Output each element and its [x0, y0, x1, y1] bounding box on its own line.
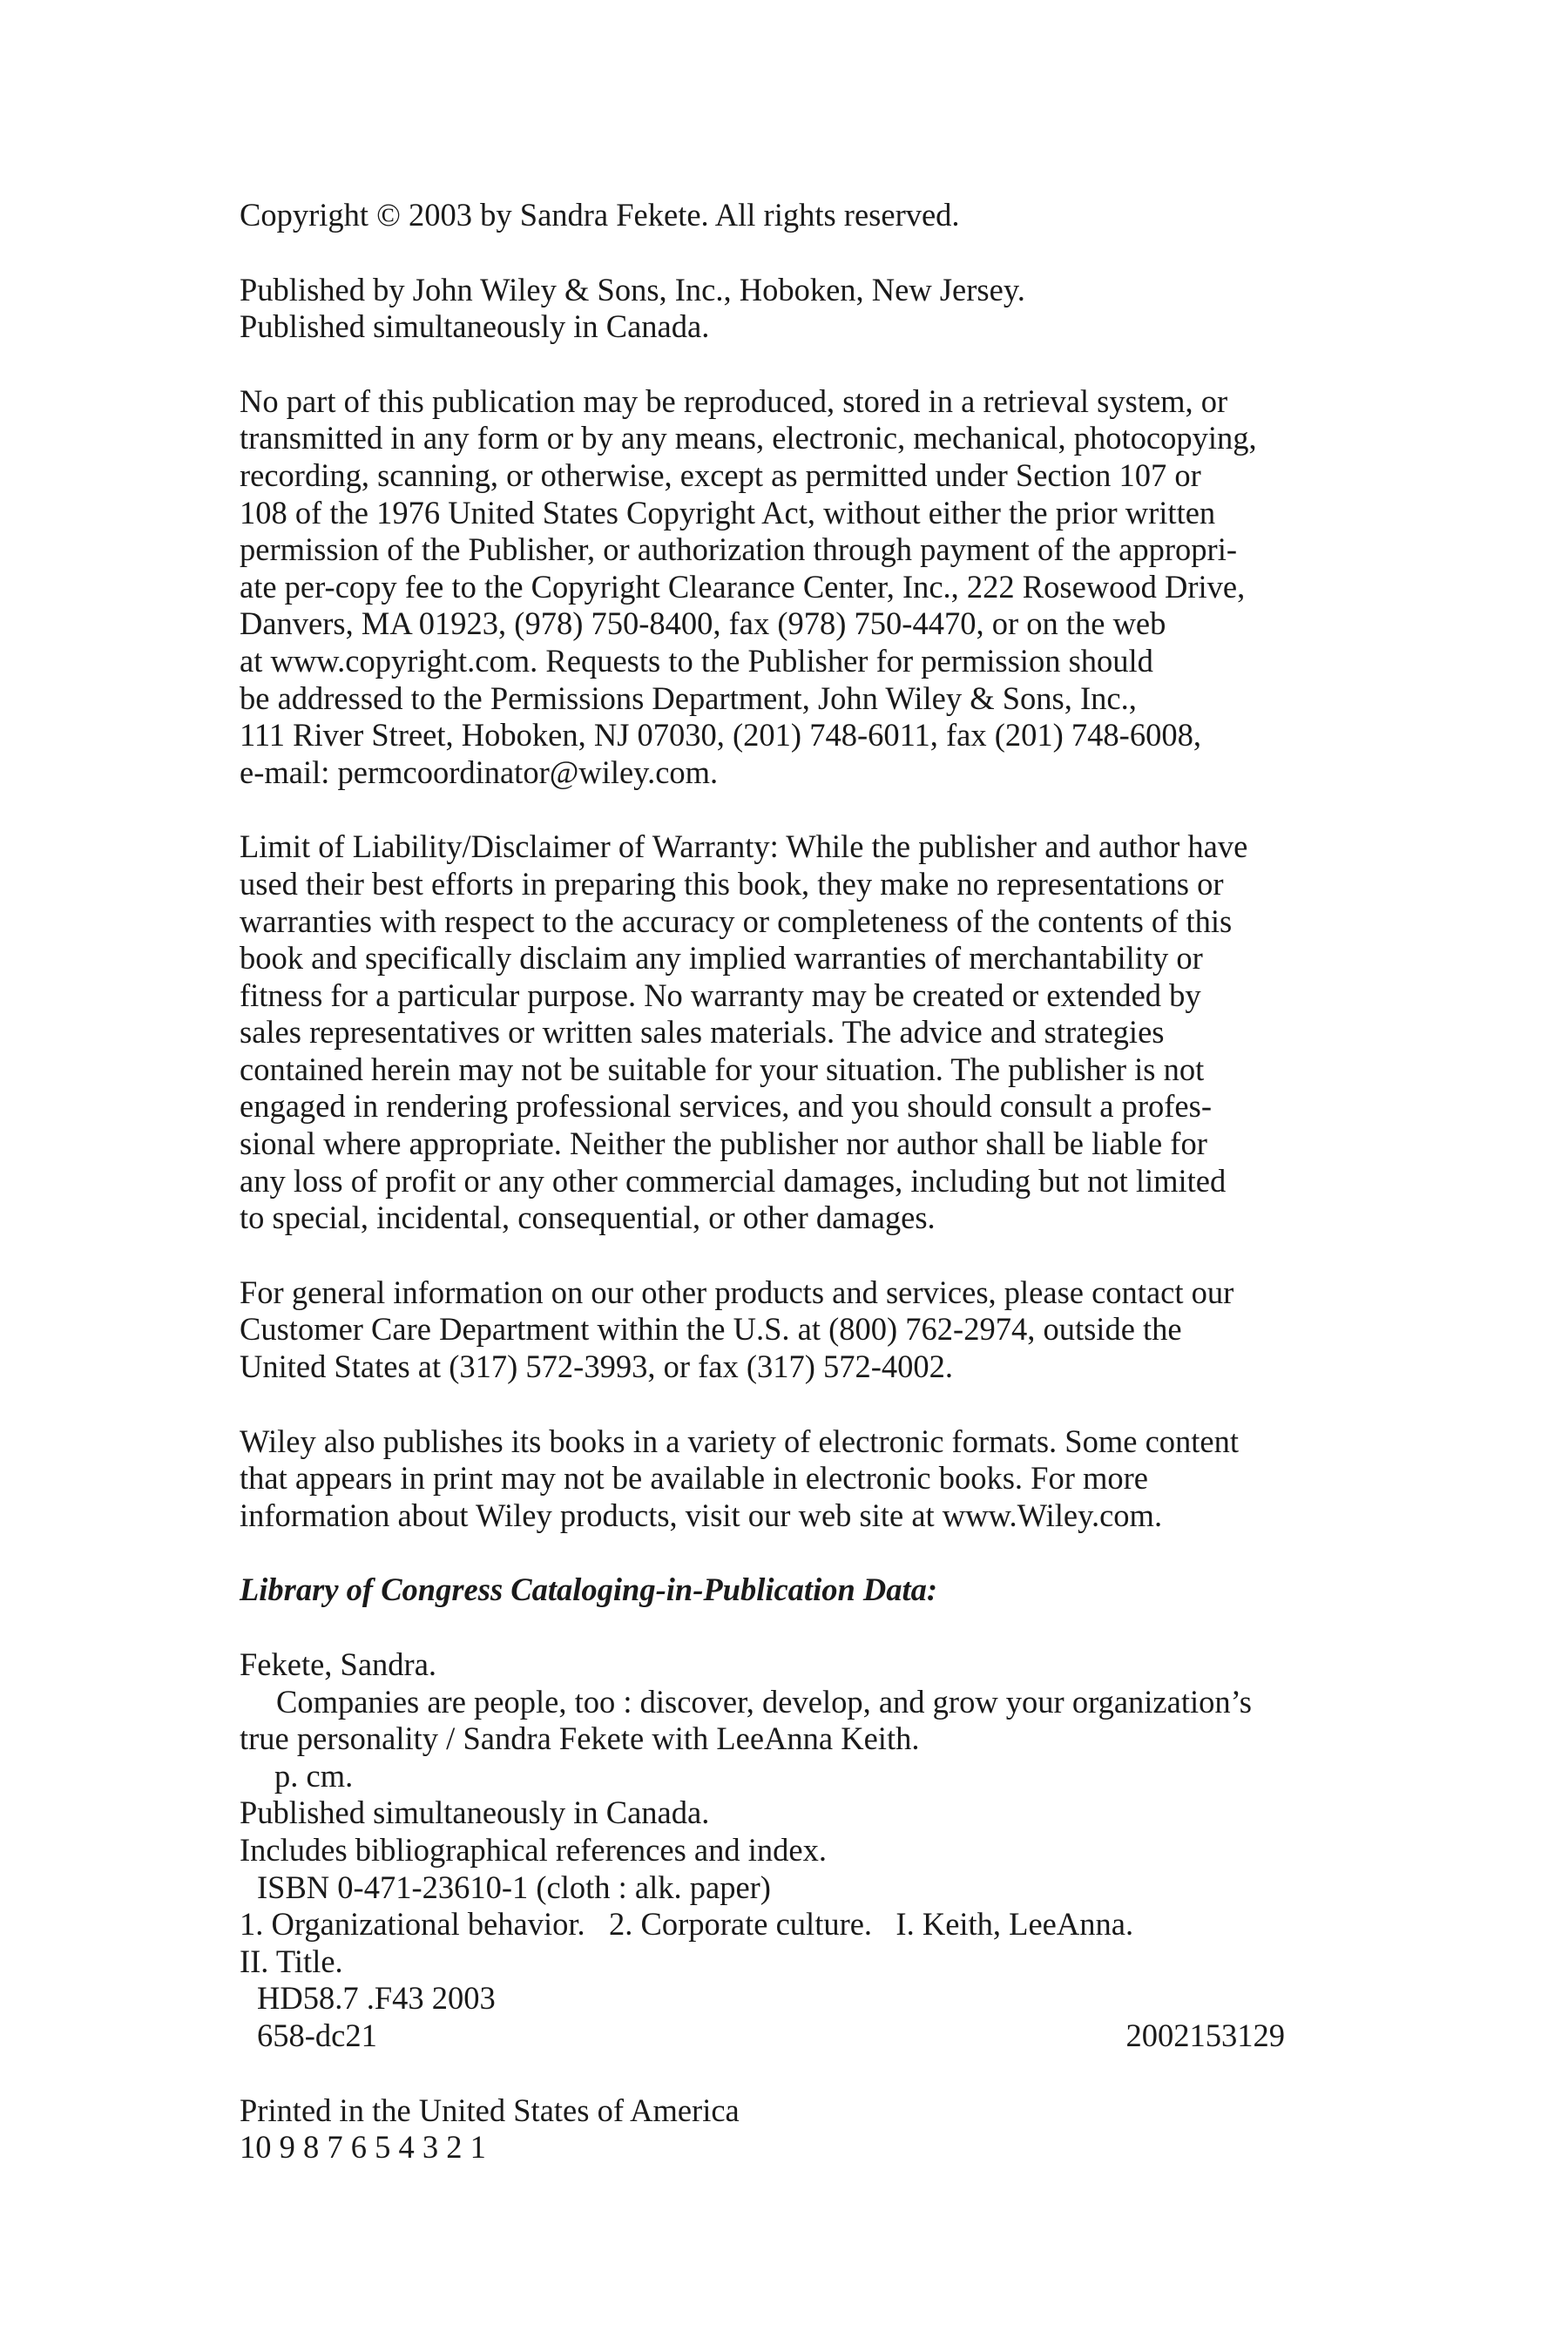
paragraph-line: Customer Care Department within the U.S. at (800) 762-2974, outside the [240, 1311, 1182, 1348]
cip-pages: p. cm. [274, 1757, 354, 1794]
paragraph-line: e-mail: permcoordinator@wiley.com. [240, 754, 719, 790]
cip-subjects: 1. Organizational behavior. 2. Corporate culture. I. Keith, LeeAnna. [240, 1906, 1134, 1943]
cip-dewey: 658-dc21 [257, 2017, 377, 2053]
paragraph-line: engaged in rendering professional services, and you should consult a profes- [240, 1088, 1212, 1125]
paragraph-line: Limit of Liability/Disclaimer of Warranty: While the publisher and author have [240, 828, 1248, 865]
cip-lccn: 2002153129 [1125, 2017, 1285, 2053]
printed-in: Printed in the United States of America [240, 2092, 740, 2128]
paragraph-line: For general information on our other products and services, please contact our [240, 1274, 1234, 1310]
cip-author: Fekete, Sandra. [240, 1646, 437, 1682]
cip-note: Published simultaneously in Canada. [240, 1794, 710, 1831]
copyright-line: Copyright © 2003 by Sandra Fekete. All rights reserved. [240, 197, 960, 233]
copyright-page [240, 197, 1389, 2166]
publisher-line: Published simultaneously in Canada. [240, 308, 710, 345]
paragraph-line: any loss of profit or any other commercial damages, including but not limited [240, 1162, 1227, 1199]
paragraph-line: transmitted in any form or by any means, electronic, mechanical, photocopying, [240, 420, 1257, 456]
cip-lc-class: HD58.7 .F43 2003 [257, 1980, 496, 2017]
paragraph-line: contained herein may not be suitable for your situation. The publisher is not [240, 1051, 1205, 1087]
paragraph-line: 108 of the 1976 United States Copyright Act, without either the prior written [240, 494, 1216, 531]
cip-isbn: ISBN 0-471-23610-1 (cloth : alk. paper) [257, 1869, 771, 1905]
cip-record [240, 1646, 1389, 2055]
paragraph-line: sional where appropriate. Neither the publisher nor author shall be liable for [240, 1125, 1207, 1162]
paragraph-line: at www.copyright.com. Requests to the Publisher for permission should [240, 642, 1153, 679]
paragraph-line: that appears in print may not be available in electronic books. For more [240, 1460, 1148, 1497]
copyright-notice [240, 197, 1389, 234]
paragraph-line: sales representatives or written sales materials. The advice and strategies [240, 1014, 1165, 1051]
printing-numbers: 10 9 8 7 6 5 4 3 2 1 [240, 2129, 486, 2166]
paragraph-line: United States at (317) 572-3993, or fax (317) 572-4002. [240, 1348, 954, 1385]
paragraph-line: recording, scanning, or otherwise, except as permitted under Section 107 or [240, 456, 1201, 493]
paragraph-line: Danvers, MA 01923, (978) 750-8400, fax (978) 750-4470, or on the web [240, 605, 1166, 642]
paragraph-line: 111 River Street, Hoboken, NJ 07030, (201) 748-6011, fax (201) 748-6008, [240, 717, 1201, 754]
cip-heading-block [240, 1571, 1389, 1609]
paragraph-line: ate per-copy fee to the Copyright Clearance Center, Inc., 222 Rosewood Drive, [240, 568, 1246, 605]
paragraph-line: fitness for a particular purpose. No warranty may be created or extended by [240, 977, 1201, 1013]
paragraph-line: be addressed to the Permissions Department, John Wiley & Sons, Inc., [240, 679, 1137, 716]
paragraph-line: book and specifically disclaim any implied warranties of merchantability or [240, 940, 1203, 977]
printing-block [240, 2092, 1389, 2166]
permissions-paragraph [240, 383, 1389, 792]
disclaimer-paragraph [240, 828, 1389, 1237]
paragraph-line: warranties with respect to the accuracy or completeness of the contents of this [240, 902, 1233, 939]
paragraph-line: to special, incidental, consequential, or other damages. [240, 1200, 936, 1236]
paragraph-line: Wiley also publishes its books in a variety of electronic formats. Some content [240, 1423, 1240, 1459]
paragraph-line: permission of the Publisher, or authorization through payment of the appropri- [240, 531, 1237, 568]
cip-heading: Library of Congress Cataloging-in-Publication Data: [240, 1571, 938, 1608]
cip-dewey-row [240, 2017, 1285, 2055]
cip-title-continued: true personality / Sandra Fekete with LeeAnna Keith. [240, 1720, 920, 1757]
paragraph-line: No part of this publication may be reproduced, stored in a retrieval system, or [240, 382, 1228, 419]
electronic-formats-paragraph [240, 1423, 1389, 1535]
paragraph-line: information about Wiley products, visit our web site at www.Wiley.com. [240, 1497, 1163, 1533]
cip-note: Includes bibliographical references and index. [240, 1831, 827, 1868]
cip-subjects-continued: II. Title. [240, 1943, 343, 1979]
cip-title: Companies are people, too : discover, develop, and grow your organization’s [276, 1683, 1252, 1720]
paragraph-line: used their best efforts in preparing this book, they make no representations or [240, 865, 1224, 902]
publisher-block [240, 272, 1389, 346]
general-info-paragraph [240, 1274, 1389, 1386]
publisher-line: Published by John Wiley & Sons, Inc., Hoboken, New Jersey. [240, 271, 1025, 308]
